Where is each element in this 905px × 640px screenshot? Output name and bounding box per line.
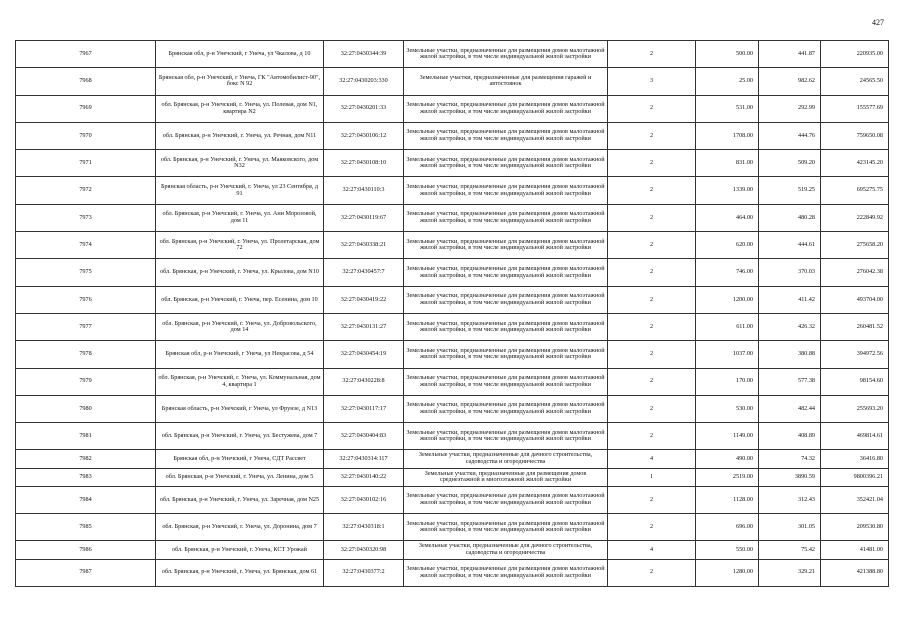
group-cell: 2: [608, 122, 696, 149]
table-row: [16, 150, 889, 177]
area-cell: 696.00: [696, 514, 759, 541]
cadastral-value-cell: 275658.20: [821, 232, 889, 259]
area-cell: 1128.00: [696, 486, 759, 513]
cadastral-value-cell: 421388.80: [821, 559, 889, 586]
cadastral-value-cell: 695275.75: [821, 177, 889, 204]
row-number: 7972: [16, 177, 156, 204]
address-cell: обл. Брянская, р-н Унечский, г. Унеча, ул. Ани Морозовой, дом 11: [156, 204, 324, 231]
address-cell: обл. Брянская, р-н Унечский, г. Унеча, ул. Ленина, дом 5: [156, 468, 324, 486]
specific-value-cell: 480.28: [759, 204, 821, 231]
address-cell: обл. Брянская, р-н Унечский, г. Унеча, ул. Брянская, дом 61: [156, 559, 324, 586]
specific-value-cell: 411.42: [759, 286, 821, 313]
area-cell: 831.00: [696, 150, 759, 177]
cadastral-number-cell: 32:27:0430117:17: [324, 395, 404, 422]
land-use-cell: Земельные участки, предназначенные для размещения домов малоэтажной жилой застройки, в том числе индивидуальной жилой застройки: [404, 486, 608, 513]
area-cell: 531.00: [696, 95, 759, 122]
cadastral-number-cell: 32:27:0430454:19: [324, 341, 404, 368]
row-number: 7971: [16, 150, 156, 177]
area-cell: 464.00: [696, 204, 759, 231]
cadastral-value-cell: 260481.52: [821, 313, 889, 340]
row-number: 7968: [16, 68, 156, 95]
address-cell: обл. Брянская, р-н Унечский, г. Унеча, ул. Добровольского, дом 14: [156, 313, 324, 340]
cadastral-value-cell: 469814.61: [821, 423, 889, 450]
land-use-cell: Земельные участки, предназначенные для размещения домов малоэтажной жилой застройки, в том числе индивидуальной жилой застройки: [404, 395, 608, 422]
specific-value-cell: 444.76: [759, 122, 821, 149]
specific-value-cell: 509.20: [759, 150, 821, 177]
row-number: 7969: [16, 95, 156, 122]
table-row: [16, 486, 889, 513]
page-number: 427: [872, 18, 884, 27]
cadastral-number-cell: 32:27:0430131:27: [324, 313, 404, 340]
table-row: [16, 68, 889, 95]
cadastral-value-cell: 36416.80: [821, 450, 889, 468]
address-cell: Брянская обл, р-н Унечский, г Унеча, ул Некрасова, д 54: [156, 341, 324, 368]
address-cell: обл. Брянская, р-н Унечский, г. Унеча, ул. Речная, дом N11: [156, 122, 324, 149]
cadastral-number-cell: 32:27:0430344:39: [324, 41, 404, 68]
table-body: [16, 41, 889, 587]
cadastral-value-cell: 493704.00: [821, 286, 889, 313]
address-cell: Брянская обл, р-н Унечский, г Унеча, ул Чкалова, д 10: [156, 41, 324, 68]
table-row: [16, 423, 889, 450]
specific-value-cell: 380.88: [759, 341, 821, 368]
row-number: 7985: [16, 514, 156, 541]
group-cell: 2: [608, 341, 696, 368]
specific-value-cell: 441.87: [759, 41, 821, 68]
row-number: 7983: [16, 468, 156, 486]
cadastral-number-cell: 32:27:0430119:67: [324, 204, 404, 231]
specific-value-cell: 292.99: [759, 95, 821, 122]
table-row: [16, 341, 889, 368]
cadastral-number-cell: 32:27:0430102:16: [324, 486, 404, 513]
specific-value-cell: 982.62: [759, 68, 821, 95]
address-cell: обл. Брянская, р-н Унечский, г. Унеча, ул. Заречная, дом N25: [156, 486, 324, 513]
address-cell: Брянская область, р-н Унечский, г. Унеча, ул 23 Сентября, д 91: [156, 177, 324, 204]
address-cell: обл. Брянская, р-н Унечский, г. Унеча, ул. Крылова, дом N10: [156, 259, 324, 286]
address-cell: Брянская обл, р-н Унечский, г Унеча, СДТ Рассвет: [156, 450, 324, 468]
row-number: 7984: [16, 486, 156, 513]
area-cell: 530.00: [696, 395, 759, 422]
cadastral-value-cell: 24565.50: [821, 68, 889, 95]
row-number: 7980: [16, 395, 156, 422]
group-cell: 2: [608, 259, 696, 286]
cadastral-number-cell: 32:27:0430106:12: [324, 122, 404, 149]
table-row: [16, 559, 889, 586]
table-row: [16, 313, 889, 340]
row-number: 7978: [16, 341, 156, 368]
table-row: [16, 177, 889, 204]
land-use-cell: Земельные участки, предназначенные для размещения домов малоэтажной жилой застройки, в том числе индивидуальной жилой застройки: [404, 286, 608, 313]
area-cell: 1149.00: [696, 423, 759, 450]
specific-value-cell: 426.32: [759, 313, 821, 340]
specific-value-cell: 519.25: [759, 177, 821, 204]
row-number: 7967: [16, 41, 156, 68]
specific-value-cell: 312.43: [759, 486, 821, 513]
specific-value-cell: 329.21: [759, 559, 821, 586]
table-row: [16, 232, 889, 259]
address-cell: обл. Брянская, р-н Унечский, г. Унеча, ул. Пролетарская, дом 72: [156, 232, 324, 259]
row-number: 7975: [16, 259, 156, 286]
table-row: [16, 95, 889, 122]
row-number: 7976: [16, 286, 156, 313]
table-row: [16, 286, 889, 313]
specific-value-cell: 482.44: [759, 395, 821, 422]
land-use-cell: Земельные участки, предназначенные для размещения домов малоэтажной жилой застройки, в том числе индивидуальной жилой застройки: [404, 341, 608, 368]
group-cell: 2: [608, 286, 696, 313]
specific-value-cell: 74.32: [759, 450, 821, 468]
land-use-cell: Земельные участки, предназначенные для размещения домов малоэтажной жилой застройки, в том числе индивидуальной жилой застройки: [404, 259, 608, 286]
group-cell: 2: [608, 204, 696, 231]
address-cell: обл. Брянская, р-н Унечский, г. Унеча, ул. Доронина, дом 7: [156, 514, 324, 541]
cadastral-number-cell: 32:27:0430140:22: [324, 468, 404, 486]
area-cell: 25.00: [696, 68, 759, 95]
cadastral-value-cell: 423145.20: [821, 150, 889, 177]
group-cell: 2: [608, 95, 696, 122]
group-cell: 2: [608, 41, 696, 68]
group-cell: 4: [608, 541, 696, 559]
group-cell: 2: [608, 514, 696, 541]
table-row: [16, 368, 889, 395]
table-row: [16, 41, 889, 68]
area-cell: 1037.00: [696, 341, 759, 368]
cadastral-value-cell: 759650.08: [821, 122, 889, 149]
area-cell: 1708.00: [696, 122, 759, 149]
address-cell: обл. Брянская, р-н Унечский, г. Унеча, ул. Бестужева, дом 7: [156, 423, 324, 450]
row-number: 7974: [16, 232, 156, 259]
cadastral-value-cell: 352421.04: [821, 486, 889, 513]
specific-value-cell: 577.38: [759, 368, 821, 395]
area-cell: 1200.00: [696, 286, 759, 313]
cadastral-number-cell: 32:27:0430201:33: [324, 95, 404, 122]
cadastral-value-cell: 155577.69: [821, 95, 889, 122]
cadastral-value-cell: 276042.38: [821, 259, 889, 286]
group-cell: 2: [608, 313, 696, 340]
land-use-cell: Земельные участки, предназначенные для размещения домов малоэтажной жилой застройки, в том числе индивидуальной жилой застройки: [404, 122, 608, 149]
land-use-cell: Земельные участки, предназначенные для размещения домов малоэтажной жилой застройки, в том числе индивидуальной жилой застройки: [404, 559, 608, 586]
group-cell: 3: [608, 68, 696, 95]
specific-value-cell: 408.89: [759, 423, 821, 450]
table-row: [16, 468, 889, 486]
land-use-cell: Земельные участки, предназначенные для размещения гаражей и автостоянок: [404, 68, 608, 95]
row-number: 7973: [16, 204, 156, 231]
group-cell: 2: [608, 559, 696, 586]
land-use-cell: Земельные участки, предназначенные для размещения домов малоэтажной жилой застройки, в том числе индивидуальной жилой застройки: [404, 177, 608, 204]
land-use-cell: Земельные участки, предназначенные для размещения домов малоэтажной жилой застройки, в том числе индивидуальной жилой застройки: [404, 423, 608, 450]
group-cell: 1: [608, 468, 696, 486]
land-use-cell: Земельные участки, предназначенные для размещения домов малоэтажной жилой застройки, в том числе индивидуальной жилой застройки: [404, 368, 608, 395]
group-cell: 4: [608, 450, 696, 468]
row-number: 7982: [16, 450, 156, 468]
area-cell: 550.00: [696, 541, 759, 559]
cadastral-number-cell: 32:27:0430314:117: [324, 450, 404, 468]
land-use-cell: Земельные участки, предназначенные для размещения домов среднеэтажной и многоэтажной жилой застройки: [404, 468, 608, 486]
cadastral-value-cell: 41481.00: [821, 541, 889, 559]
area-cell: 170.00: [696, 368, 759, 395]
cadastral-value-cell: 98154.60: [821, 368, 889, 395]
address-cell: Брянская обл, р-н Унечский, г Унеча, ГК "Автомобилист-90", бокс N 92: [156, 68, 324, 95]
cadastral-value-cell: 209530.80: [821, 514, 889, 541]
land-use-cell: Земельные участки, предназначенные для дачного строительства, садоводства и огородничества: [404, 450, 608, 468]
table-row: [16, 395, 889, 422]
address-cell: обл. Брянская, р-н Унечский, г. Унеча, КСТ Урожай: [156, 541, 324, 559]
group-cell: 2: [608, 423, 696, 450]
row-number: 7977: [16, 313, 156, 340]
row-number: 7970: [16, 122, 156, 149]
table-row: [16, 514, 889, 541]
row-number: 7987: [16, 559, 156, 586]
land-use-cell: Земельные участки, предназначенные для размещения домов малоэтажной жилой застройки, в том числе индивидуальной жилой застройки: [404, 232, 608, 259]
address-cell: Брянская область, р-н Унечский, г Унеча, ул Фрунзе, д N13: [156, 395, 324, 422]
group-cell: 2: [608, 232, 696, 259]
land-use-cell: Земельные участки, предназначенные для размещения домов малоэтажной жилой застройки, в том числе индивидуальной жилой застройки: [404, 41, 608, 68]
cadastral-number-cell: 32:27:0430404:83: [324, 423, 404, 450]
land-use-cell: Земельные участки, предназначенные для размещения домов малоэтажной жилой застройки, в том числе индивидуальной жилой застройки: [404, 514, 608, 541]
group-cell: 2: [608, 150, 696, 177]
table-row: [16, 450, 889, 468]
table-row: [16, 541, 889, 559]
cadastral-value-table: [15, 40, 889, 587]
table-row: [16, 204, 889, 231]
cadastral-number-cell: 32:27:0430377:2: [324, 559, 404, 586]
cadastral-number-cell: 32:27:0430228:8: [324, 368, 404, 395]
area-cell: 620.00: [696, 232, 759, 259]
group-cell: 2: [608, 368, 696, 395]
cadastral-number-cell: 32:27:0430457:7: [324, 259, 404, 286]
land-use-cell: Земельные участки, предназначенные для размещения домов малоэтажной жилой застройки, в том числе индивидуальной жилой застройки: [404, 150, 608, 177]
cadastral-number-cell: 32:27:0430419:22: [324, 286, 404, 313]
group-cell: 2: [608, 395, 696, 422]
table-row: [16, 259, 889, 286]
area-cell: 611.00: [696, 313, 759, 340]
address-cell: обл. Брянская, р-н Унечский, г. Унеча, ул. Маяковского, дом N32: [156, 150, 324, 177]
land-use-cell: Земельные участки, предназначенные для дачного строительства, садоводства и огородничества: [404, 541, 608, 559]
specific-value-cell: 444.61: [759, 232, 821, 259]
land-use-cell: Земельные участки, предназначенные для размещения домов малоэтажной жилой застройки, в том числе индивидуальной жилой застройки: [404, 313, 608, 340]
specific-value-cell: 301.05: [759, 514, 821, 541]
area-cell: 2519.00: [696, 468, 759, 486]
specific-value-cell: 370.03: [759, 259, 821, 286]
address-cell: обл. Брянская, р-н Унечский, г. Унеча, ул. Полевая, дом N1, квартира N2: [156, 95, 324, 122]
cadastral-value-cell: 220935.00: [821, 41, 889, 68]
specific-value-cell: 75.42: [759, 541, 821, 559]
cadastral-number-cell: 32:27:0430318:1: [324, 514, 404, 541]
cadastral-number-cell: 32:27:0430338:21: [324, 232, 404, 259]
cadastral-value-cell: 255693.20: [821, 395, 889, 422]
cadastral-number-cell: 32:27:0430320:98: [324, 541, 404, 559]
cadastral-number-cell: 32:27:0430203:330: [324, 68, 404, 95]
area-cell: 746.00: [696, 259, 759, 286]
group-cell: 2: [608, 486, 696, 513]
land-use-cell: Земельные участки, предназначенные для размещения домов малоэтажной жилой застройки, в том числе индивидуальной жилой застройки: [404, 204, 608, 231]
address-cell: обл. Брянская, р-н Унечский, г. Унеча, пер. Есенина, дом 10: [156, 286, 324, 313]
area-cell: 490.00: [696, 450, 759, 468]
row-number: 7979: [16, 368, 156, 395]
cadastral-number-cell: 32:27:0430108:10: [324, 150, 404, 177]
land-use-cell: Земельные участки, предназначенные для размещения домов малоэтажной жилой застройки, в том числе индивидуальной жилой застройки: [404, 95, 608, 122]
area-cell: 1280.00: [696, 559, 759, 586]
area-cell: 1339.00: [696, 177, 759, 204]
group-cell: 2: [608, 177, 696, 204]
cadastral-value-cell: 222849.92: [821, 204, 889, 231]
cadastral-number-cell: 32:27:0430110:3: [324, 177, 404, 204]
table-row: [16, 122, 889, 149]
cadastral-value-cell: 9800396.21: [821, 468, 889, 486]
row-number: 7986: [16, 541, 156, 559]
specific-value-cell: 3890.59: [759, 468, 821, 486]
address-cell: обл. Брянская, р-н Унечский, г. Унеча, ул. Коммунальная, дом 4, квартира 1: [156, 368, 324, 395]
row-number: 7981: [16, 423, 156, 450]
cadastral-value-cell: 394972.56: [821, 341, 889, 368]
area-cell: 500.00: [696, 41, 759, 68]
